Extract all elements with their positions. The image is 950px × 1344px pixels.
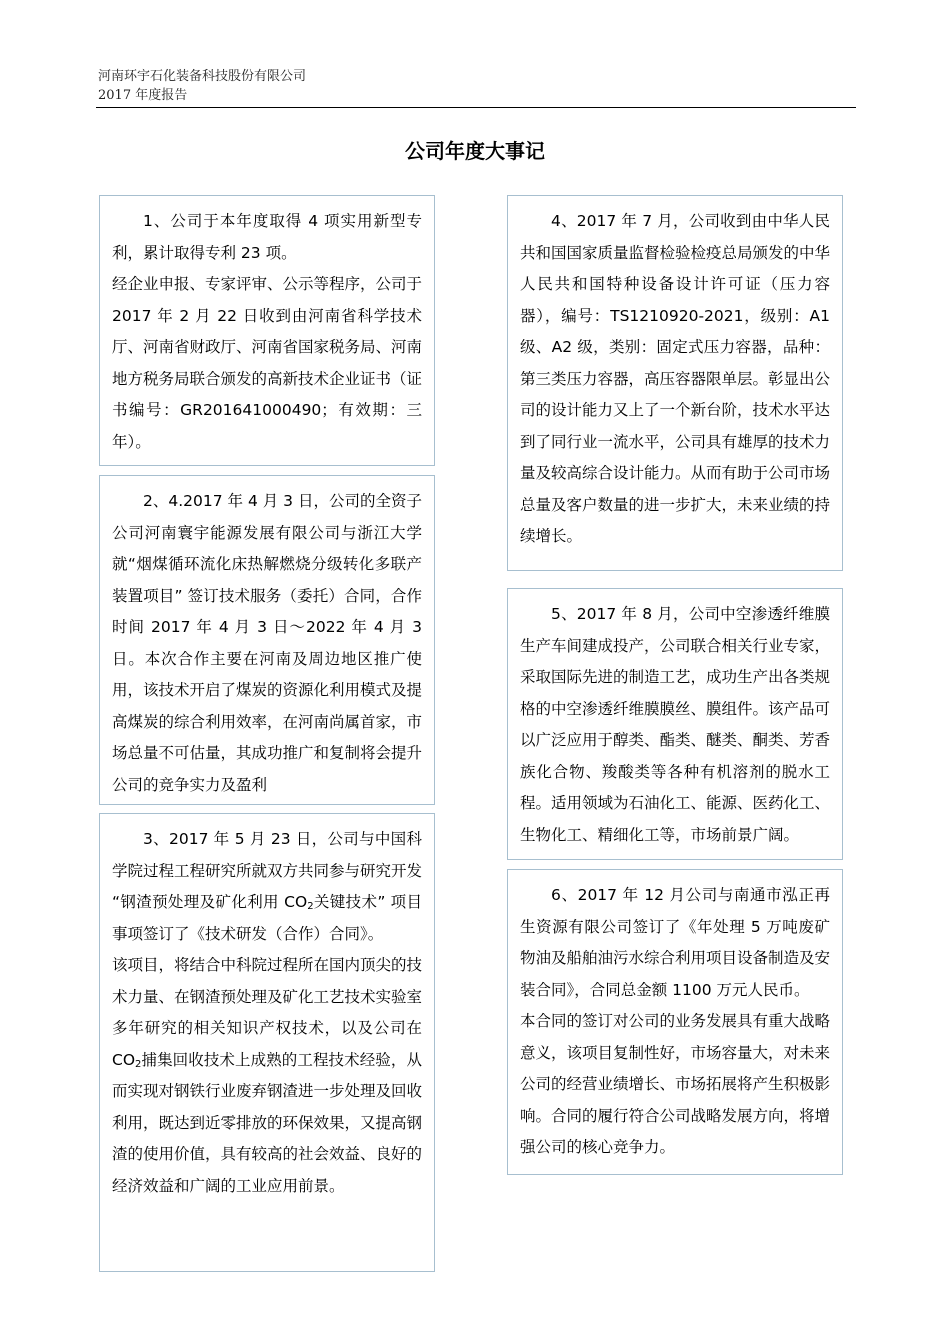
event-box-1 (99, 195, 435, 466)
co2-subscript: 2 (307, 901, 314, 912)
event-6-paragraph-2: 本合同的签订对公司的业务发展具有重大战略意义，该项目复制性好，市场容量大，对未来公司的经营业绩增长、市场拓展将产生积极影响。合同的履行符合公司战略发展方向，将增强公司的核心竞争力。 (520, 1012, 831, 1156)
event-box-3 (99, 813, 435, 1272)
header-report-year: 2017 年度报告 (98, 88, 188, 103)
header-company-name: 河南环宇石化装备科技股份有限公司 (98, 69, 307, 84)
event-3-text-c: 该项目，将结合中科院过程所在国内顶尖的技术力量、在钢渣预处理及矿化工艺技术实验室多年研究的相关知识产权技术，以及公司在 CO (112, 956, 423, 1069)
event-4-paragraph-1: 4、2017 年 7 月，公司收到由中华人民共和国国家质量监督检验检疫总局颁发的中华人民共和国特种设备设计许可证（压力容器），编号：TS1210920-2021，级别：A1 级、A2 级，类别：固定式压力容器，品种：第三类压力容器，高压容器限单层。彰显出公司的设计能力又上了一个新台阶，技术水平达到了同行业一流水平，公司具有雄厚的技术力量及较高综合设计能力。从而有助于公司市场总量及客户数量的进一步扩大，未来业绩的持续增长。 (520, 212, 831, 545)
event-1-paragraph-2: 经企业申报、专家评审、公示等程序，公司于 2017 年 2 月 22 日收到由河南省科学技术厅、河南省财政厅、河南省国家税务局、河南地方税务局联合颁发的高新技术企业证书（证书编号：GR201641000490；有效期：三年）。 (112, 275, 423, 451)
event-5-paragraph-1: 5、2017 年 8 月，公司中空渗透纤维膜生产车间建成投产，公司联合相关行业专家，采取国际先进的制造工艺，成功生产出各类规格的中空渗透纤维膜膜丝、膜组件。该产品可以广泛应用于醇类、酯类、醚类、酮类、芳香族化合物、羧酸类等各种有机溶剂的脱水工程。适用领域为石油化工、能源、医药化工、生物化工、精细化工等，市场前景广阔。 (520, 605, 831, 844)
event-1-paragraph-1: 1、公司于本年度取得 4 项实用新型专利，累计取得专利 23 项。 (112, 212, 422, 262)
event-box-6 (507, 869, 843, 1175)
event-box-2 (99, 475, 435, 805)
co2-subscript: 2 (135, 1058, 142, 1070)
event-box-5 (507, 588, 843, 860)
event-6-paragraph-1: 6、2017 年 12 月公司与南通市泓正再生资源有限公司签订了《年处理 5 万吨废矿物油及船舶油污水综合利用项目设备制造及安装合同》，合同总金额 1100 万元人民币。 (520, 886, 831, 999)
event-box-4 (507, 195, 843, 571)
event-2-paragraph-1: 2、4.2017 年 4 月 3 日，公司的全资子公司河南寰宇能源发展有限公司与浙江大学就“烟煤循环流化床热解燃烧分级转化多联产装置项目” 签订技术服务（委托）合同，合作时间 2017 年 4 月 3 日～2022 年 4 月 3 日。本次合作主要在河南及周边地区推广使用，该技术开启了煤炭的资源化利用模式及提高煤炭的综合利用效率，在河南尚属首家，市场总量不可估量，其成功推广和复制将会提升公司的竞争实力及盈利 (112, 492, 423, 794)
event-3-text-a: 3、2017 年 5 月 23 日，公司与中国科学院过程工程研究所就双方共同参与研究开发 “钢渣预处理及矿化利用 CO (112, 830, 423, 911)
header-divider (96, 107, 856, 108)
event-3-text-d: 捕集回收技术上成熟的工程技术经验，从而实现对钢铁行业废弃钢渣进一步处理及回收利用，既达到近零排放的环保效果，又提高钢渣的使用价值，具有较高的社会效益、良好的经济效益和广阔的工业应用前景。 (112, 1050, 423, 1195)
event-3-paragraph-1 (112, 824, 422, 950)
event-3-paragraph-2 (112, 950, 422, 1202)
page-title: 公司年度大事记 (405, 139, 545, 163)
event-3-text-b: 关键技术” 项目事项签订了《技术研发（合作）合同》。 (112, 893, 422, 943)
